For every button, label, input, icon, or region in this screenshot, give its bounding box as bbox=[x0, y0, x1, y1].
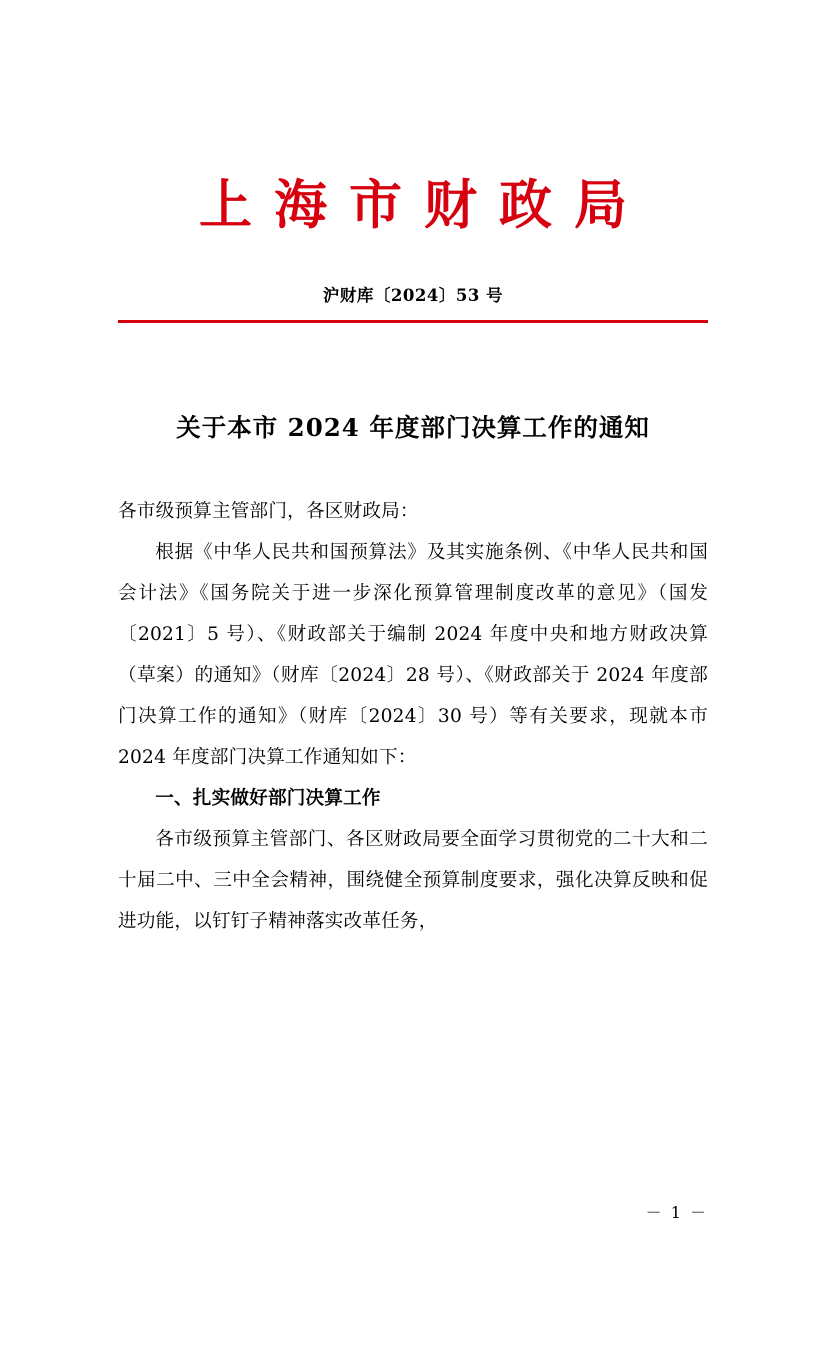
letterhead bbox=[118, 176, 708, 234]
issuing-organization-title: 上海市财政局 bbox=[199, 174, 649, 236]
document-body bbox=[118, 491, 708, 942]
red-horizontal-rule bbox=[118, 320, 708, 322]
page-number: － 1 － bbox=[645, 1203, 708, 1222]
document-page bbox=[0, 176, 826, 1345]
paragraph-section-1-body: 各市级预算主管部门、各区财政局要全面学习贯彻党的二十大和二十届二中、三中全会精神，围绕健全预算制度要求，强化决算反映和促进功能，以钉钉子精神落实改革任务， bbox=[118, 828, 708, 932]
salutation-line: 各市级预算主管部门，各区财政局： bbox=[118, 500, 419, 522]
paragraph-basis: 根据《中华人民共和国预算法》及其实施条例、《中华人民共和国会计法》《国务院关于进一步深化预算管理制度改革的意见》（国发〔2021〕5 号）、《财政部关于编制 2024 年度中央和地方财政决算（草案）的通知》（财库〔2024〕28 号）、《财政部关于 2024 年度部门决算工作的通知》（财库〔2024〕30 号）等有关要求，现就本市 2024 年度部门决算工作通知如下： bbox=[118, 541, 708, 768]
document-title: 关于本市 2024 年度部门决算工作的通知 bbox=[176, 412, 650, 442]
section-heading-1: 一、扎实做好部门决算工作 bbox=[155, 787, 381, 809]
document-number: 沪财库〔2024〕53 号 bbox=[322, 286, 504, 306]
